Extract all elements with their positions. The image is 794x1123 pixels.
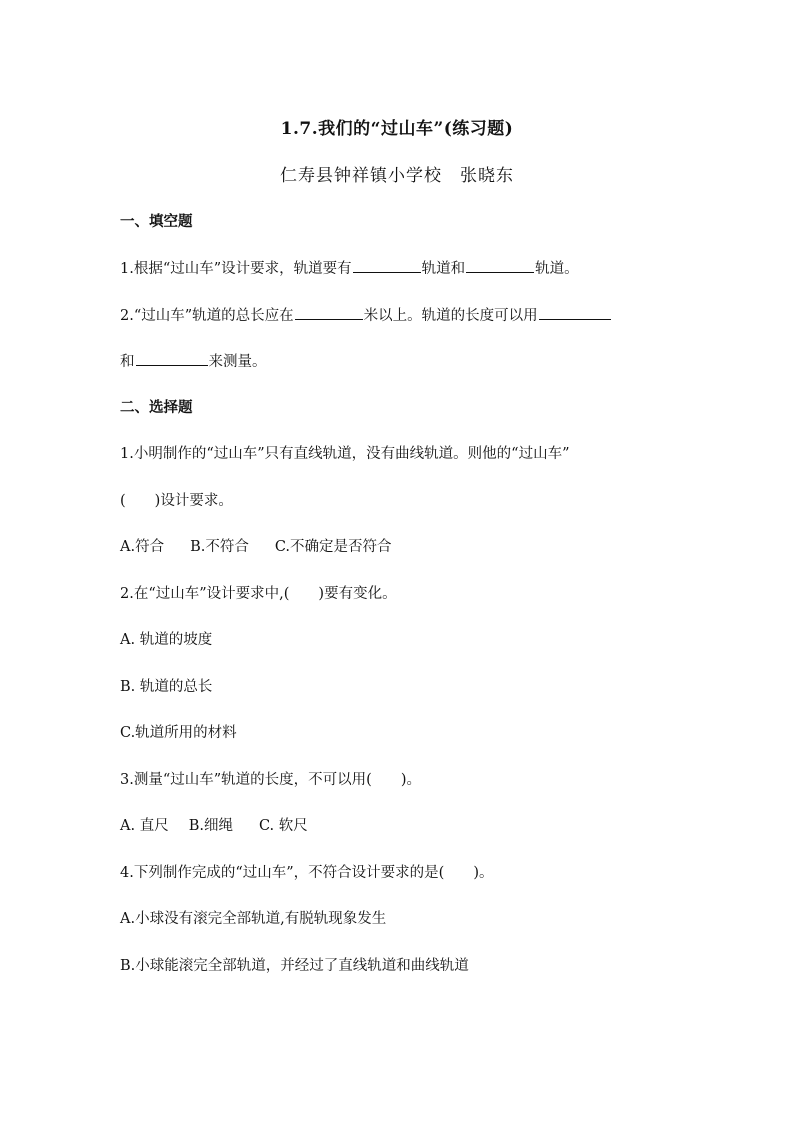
choice-question-1-options — [120, 537, 392, 557]
answer-blank[interactable] — [295, 305, 363, 320]
section-heading-multiple-choice: 二、选择题 — [120, 399, 193, 416]
question-text: 轨道和 — [421, 261, 466, 277]
choice-question-2-stem: 2.在“过山车”设计要求中,( )要有变化。 — [120, 586, 397, 602]
document-author: 仁寿县钟祥镇小学校 张晓东 — [280, 166, 514, 186]
option-a[interactable]: A. 直尺 — [120, 818, 169, 834]
question-text: 米以上。轨道的长度可以用 — [363, 308, 538, 324]
fill-question-2-continued — [120, 351, 267, 372]
option-c[interactable]: C.不确定是否符合 — [274, 539, 392, 555]
answer-blank[interactable] — [353, 258, 421, 273]
option-b[interactable]: B.不符合 — [190, 539, 249, 555]
choice-question-2-option-a[interactable]: A. 轨道的坡度 — [120, 632, 213, 648]
answer-blank[interactable] — [136, 351, 208, 366]
question-text: 1.根据“过山车”设计要求，轨道要有 — [120, 261, 352, 277]
option-a[interactable]: A.符合 — [120, 539, 165, 555]
choice-question-4-option-a[interactable]: A.小球没有滚完全部轨道,有脱轨现象发生 — [120, 911, 387, 927]
fill-question-2 — [120, 305, 612, 326]
choice-question-4-option-b[interactable]: B.小球能滚完全部轨道，并经过了直线轨道和曲线轨道 — [120, 958, 469, 974]
choice-question-4-stem: 4.下列制作完成的“过山车”，不符合设计要求的是( )。 — [120, 865, 494, 881]
choice-question-3-stem: 3.测量“过山车”轨道的长度，不可以用( )。 — [120, 772, 421, 788]
question-text: 来测量。 — [208, 354, 267, 370]
question-text: 轨道。 — [535, 261, 579, 277]
answer-blank[interactable] — [539, 305, 611, 320]
choice-question-2-option-b[interactable]: B. 轨道的总长 — [120, 679, 213, 695]
option-b[interactable]: B.细绳 — [188, 818, 233, 834]
question-text: 2.“过山车”轨道的总长应在 — [120, 308, 294, 324]
choice-question-1-stem-continued: ( )设计要求。 — [120, 493, 233, 509]
option-c[interactable]: C. 软尺 — [258, 818, 308, 834]
choice-question-1-stem: 1.小明制作的“过山车”只有直线轨道，没有曲线轨道。则他的“过山车” — [120, 446, 570, 462]
section-heading-fill-blank: 一、填空题 — [120, 213, 193, 230]
choice-question-3-options — [120, 816, 308, 836]
document-title: 1.7.我们的“过山车”(练习题) — [280, 119, 514, 139]
choice-question-2-option-c[interactable]: C.轨道所用的材料 — [120, 725, 237, 741]
fill-question-1 — [120, 258, 579, 279]
question-text: 和 — [120, 354, 135, 370]
answer-blank[interactable] — [466, 258, 534, 273]
